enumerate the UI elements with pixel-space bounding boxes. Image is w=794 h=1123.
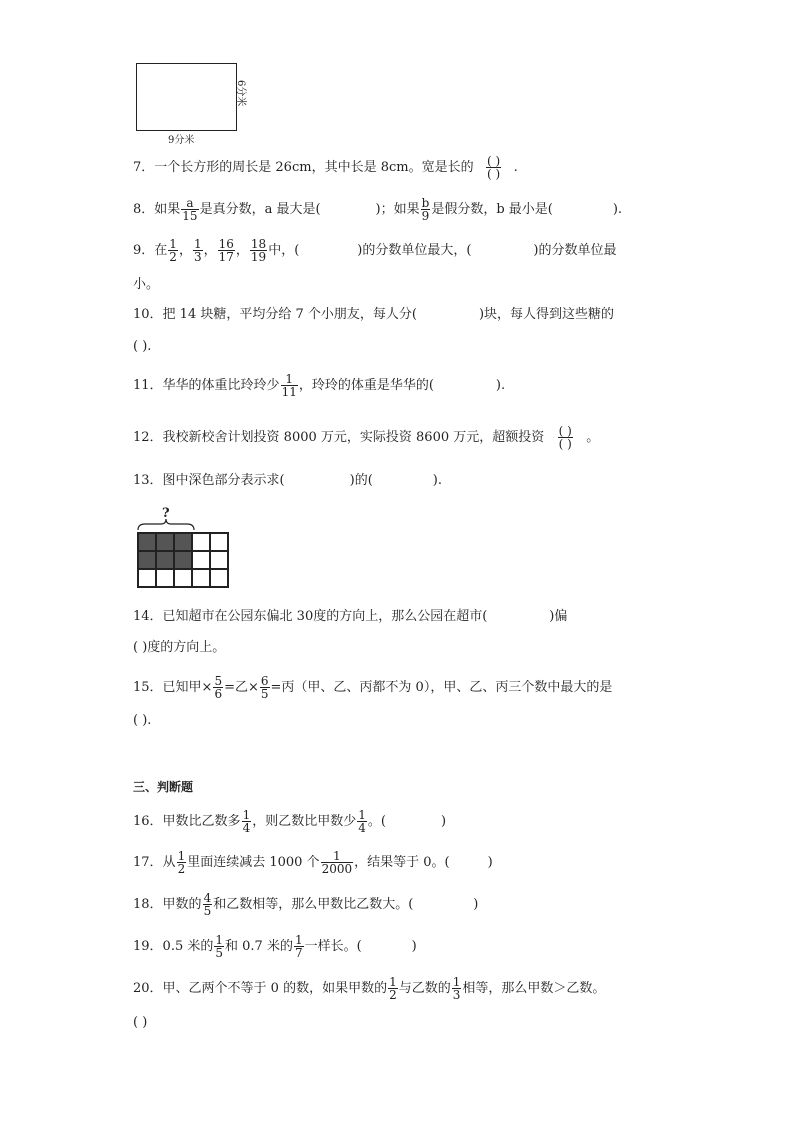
question-14-line2: ( )度的方向上。 (133, 640, 226, 655)
grid-cell-shaded (138, 551, 156, 569)
question-8: 8． 如果 $\frac{a}{15}$ 是真分数，a 最大是( )；如果 $\frac{b}{9}$ 是假分数，b 最小是( ). (133, 196, 623, 223)
grid-cell-shaded (156, 551, 174, 569)
grid-cell-shaded (174, 533, 192, 551)
question-11: 11． 华华的体重比玲玲少 $\frac{1}{11}$ ，玲玲的体重是华华的( ). (133, 372, 506, 399)
shaded-grid (137, 532, 229, 588)
grid-cell (192, 533, 210, 551)
question-9-line2: 小。 (133, 277, 160, 292)
figure-question-mark: ? (162, 506, 170, 521)
grid-cell (210, 551, 228, 569)
brace-icon (137, 518, 195, 532)
grid-cell (156, 569, 174, 587)
grid-cell (192, 569, 210, 587)
grid-cell (210, 533, 228, 551)
question-16: 16． 甲数比乙数多 $\frac{1}{4}$ ，则乙数比甲数少 $\frac{1}{4}$ 。( ) (133, 808, 447, 835)
question-12: 12． 我校新校舍计划投资 8000 万元，实际投资 8600 万元，超额投资 $\frac{( )}{( )}$ 。 (133, 424, 600, 451)
question-19: 19． 0.5 米的 $\frac{1}{5}$ 和 0.7 米的 $\frac{1}{7}$ 一样长。( ) (133, 933, 417, 960)
grid-cell (192, 551, 210, 569)
rect-width-label: 9分米 (168, 135, 195, 146)
grid-cell (210, 569, 228, 587)
question-15: 15． 已知甲× $\frac{5}{6}$ =乙× $\frac{6}{5}$ =丙（甲、乙、丙都不为 0），甲、乙、丙三个数中最大的是 (133, 674, 613, 701)
section-title: 三、判断题 (133, 780, 194, 794)
question-14: 14． 已知超市在公园东偏北 30度的方向上，那么公园在超市( )偏 (133, 609, 568, 624)
grid-cell-shaded (156, 533, 174, 551)
question-13: 13． 图中深色部分表示求( )的( ). (133, 473, 442, 488)
question-20: 20． 甲、乙两个不等于 0 的数，如果甲数的 $\frac{1}{2}$ 与乙数的 $\frac{1}{3}$ 相等，那么甲数＞乙数。 (133, 975, 606, 1002)
question-9: 9． 在 $\frac{1}{2}$ ， $\frac{1}{3}$ ， $\frac{16}{17}$ ， $\frac{18}{19}$ 中，( )的分数单位最大，( )的分数单位最 (133, 237, 617, 264)
question-18: 18． 甲数的 $\frac{4}{5}$ 和乙数相等，那么甲数比乙数大。( ) (133, 891, 479, 918)
question-7: 7． 一个长方形的周长是 26cm，其中长是 8cm。宽是长的 $\frac{( )}{( )}$ . (133, 154, 518, 181)
grid-cell (138, 569, 156, 587)
rect-height-label: 6分米 (235, 80, 246, 107)
question-17: 17． 从 $\frac{1}{2}$ 里面连续减去 1000 个 $\frac{1}{2000}$ ，结果等于 0。( ) (133, 849, 493, 876)
rectangle-figure (136, 63, 237, 131)
question-10-line2: ( ). (133, 339, 152, 354)
fraction: $\frac{( )}{( )}$ (486, 154, 501, 181)
question-15-line2: ( ). (133, 713, 152, 728)
grid-cell-shaded (138, 533, 156, 551)
grid-cell-shaded (174, 551, 192, 569)
question-20-line2: ( ) (133, 1015, 148, 1030)
grid-cell (174, 569, 192, 587)
question-10: 10． 把 14 块糖，平均分给 7 个小朋友，每人分( )块，每人得到这些糖的 (133, 307, 615, 322)
